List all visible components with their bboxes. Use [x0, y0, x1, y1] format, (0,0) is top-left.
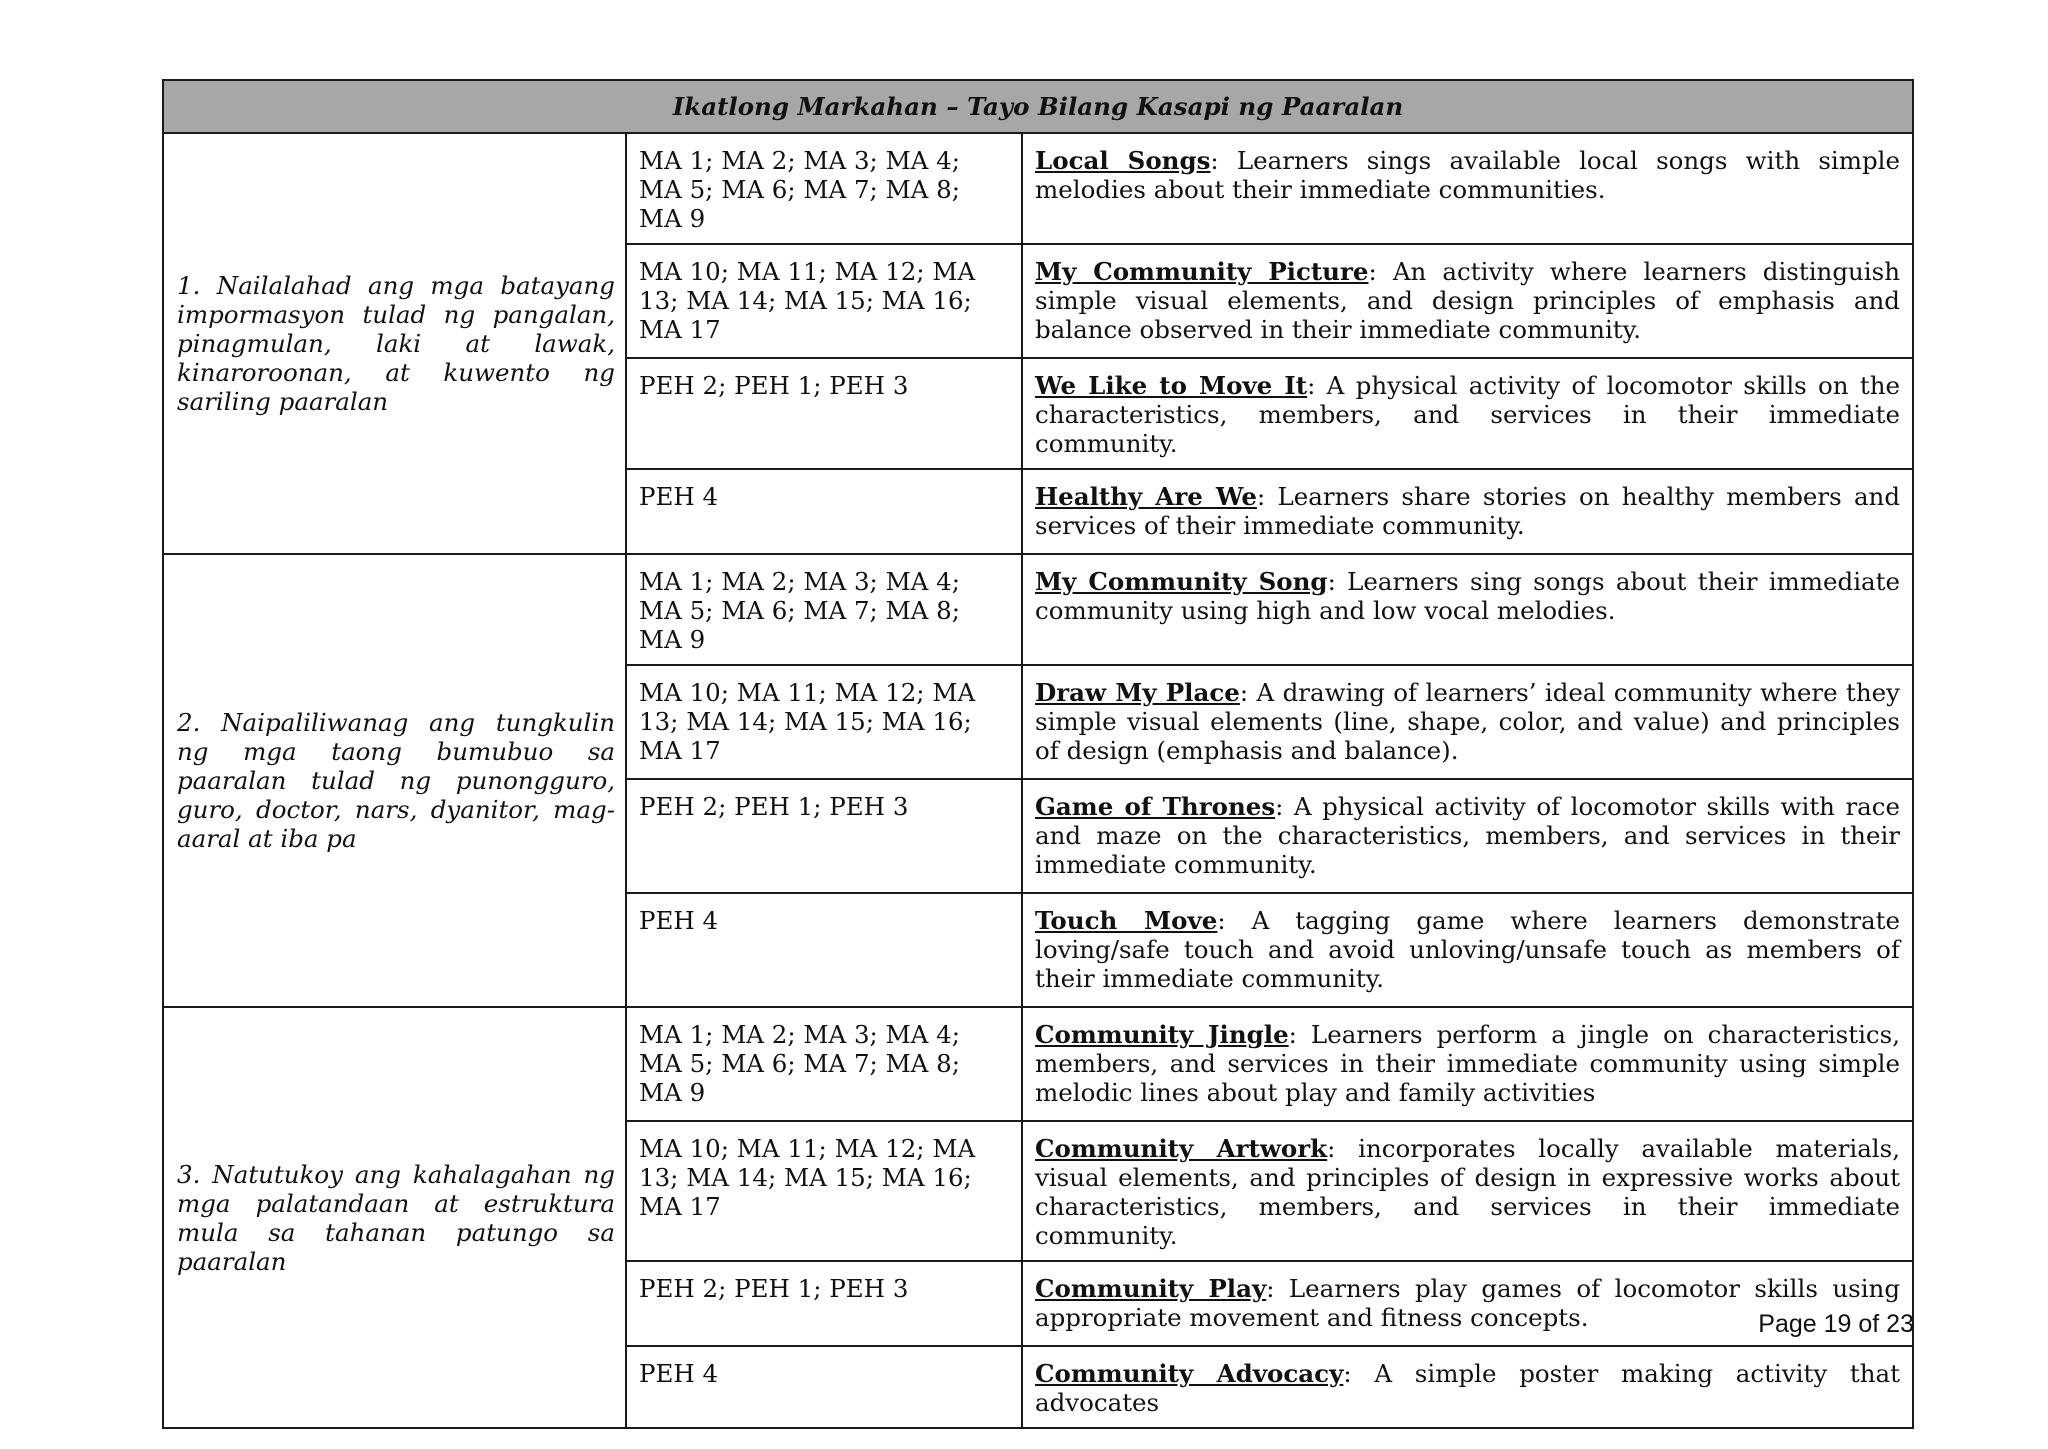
activity-title: My Community Song: [1035, 567, 1328, 596]
competency-cell: [163, 1007, 626, 1428]
activity-title: Game of Thrones: [1035, 792, 1276, 821]
activity-title: Community Jingle: [1035, 1020, 1289, 1049]
page-number: Page 19 of 23: [1758, 1310, 1914, 1338]
codes-cell: PEH 4: [626, 469, 1022, 554]
activity-title: Draw My Place: [1035, 678, 1240, 707]
activity-description: : Learners sing songs about their immediate community using high and low vocal melodies.: [1035, 567, 1900, 625]
activity-description: : A physical activity of locomotor skills with race and maze on the characteristics, members, and services in their immediate community.: [1035, 792, 1900, 879]
curriculum-table: [162, 79, 1914, 1429]
codes-cell: MA 10; MA 11; MA 12; MA 13; MA 14; MA 15; MA 16; MA 17: [626, 244, 1022, 358]
activity-description: : Learners share stories on healthy members and services of their immediate community.: [1035, 482, 1901, 540]
quarter-title: Ikatlong Markahan – Tayo Bilang Kasapi ng Paaralan: [163, 80, 1913, 133]
table-row: [163, 1007, 1913, 1121]
activity-cell: [1022, 1007, 1913, 1121]
activity-title: Healthy Are We: [1035, 482, 1257, 511]
activity-cell: [1022, 665, 1913, 779]
table-row: [163, 133, 1913, 244]
activity-description: : A simple poster making activity that advocates: [1035, 1359, 1900, 1417]
activity-cell: [1022, 469, 1913, 554]
codes-cell: MA 1; MA 2; MA 3; MA 4; MA 5; MA 6; MA 7; MA 8; MA 9: [626, 554, 1022, 665]
activity-title: Community Advocacy: [1035, 1359, 1344, 1388]
activity-description: : A tagging game where learners demonstrate loving/safe touch and avoid unloving/unsafe touch as members of their immediate community.: [1035, 906, 1901, 993]
quarter-header-row: [163, 80, 1913, 133]
activity-description: : An activity where learners distinguish simple visual elements, and design principles of emphasis and balance observed in their immediate community.: [1035, 257, 1900, 344]
codes-cell: PEH 2; PEH 1; PEH 3: [626, 1261, 1022, 1346]
activity-cell: [1022, 554, 1913, 665]
codes-cell: PEH 4: [626, 1346, 1022, 1428]
codes-cell: PEH 4: [626, 893, 1022, 1007]
codes-cell: MA 1; MA 2; MA 3; MA 4; MA 5; MA 6; MA 7; MA 8; MA 9: [626, 133, 1022, 244]
activity-title: My Community Picture: [1035, 257, 1369, 286]
activity-cell: [1022, 893, 1913, 1007]
competency-cell: [163, 133, 626, 554]
codes-cell: MA 10; MA 11; MA 12; MA 13; MA 14; MA 15; MA 16; MA 17: [626, 1121, 1022, 1261]
activity-title: Community Artwork: [1035, 1134, 1328, 1163]
activity-description: : Learners perform a jingle on characteristics, members, and services in their immediate community using simple melodic lines about play and family activities: [1035, 1020, 1900, 1107]
codes-cell: PEH 2; PEH 1; PEH 3: [626, 358, 1022, 469]
activity-cell: [1022, 358, 1913, 469]
activity-title: Local Songs: [1035, 146, 1211, 175]
activity-cell: [1022, 133, 1913, 244]
activity-description: : Learners play games of locomotor skills using appropriate movement and fitness concepts.: [1035, 1274, 1901, 1332]
competency-text: 2. Naipaliliwanag ang tungkulin ng mga taong bumubuo sa paaralan tulad ng punongguro, guro, doctor, nars, dyanitor, mag-aaral at iba pa: [177, 708, 615, 853]
activity-cell: [1022, 1346, 1913, 1428]
codes-cell: PEH 2; PEH 1; PEH 3: [626, 779, 1022, 893]
activity-description: : A physical activity of locomotor skills on the characteristics, members, and services in their immediate community.: [1035, 371, 1900, 458]
codes-cell: MA 10; MA 11; MA 12; MA 13; MA 14; MA 15; MA 16; MA 17: [626, 665, 1022, 779]
competency-text: 3. Natutukoy ang kahalagahan ng mga palatandaan at estruktura mula sa tahanan patungo sa paaralan: [177, 1159, 615, 1276]
activity-description: : Learners sings available local songs with simple melodies about their immediate communities.: [1035, 146, 1900, 204]
activity-title: Touch Move: [1035, 906, 1218, 935]
activity-title: Community Play: [1035, 1274, 1267, 1303]
activity-description: : A drawing of learners’ ideal community where they simple visual elements (line, shape, color, and value) and principles of design (emphasis and balance).: [1035, 678, 1900, 765]
activity-cell: [1022, 1121, 1913, 1261]
competency-cell: [163, 554, 626, 1007]
activity-description: : incorporates locally available materials, visual elements, and principles of design in expressive works about characteristics, members, and services in their immediate community.: [1035, 1134, 1900, 1250]
activity-title: We Like to Move It: [1035, 371, 1308, 400]
competency-text: 1. Nailalahad ang mga batayang impormasyon tulad ng pangalan, pinagmulan, laki at lawak, kinaroroonan, at kuwento ng sariling paaralan: [177, 271, 615, 416]
codes-cell: MA 1; MA 2; MA 3; MA 4; MA 5; MA 6; MA 7; MA 8; MA 9: [626, 1007, 1022, 1121]
activity-cell: [1022, 779, 1913, 893]
table-row: [163, 554, 1913, 665]
activity-cell: [1022, 244, 1913, 358]
